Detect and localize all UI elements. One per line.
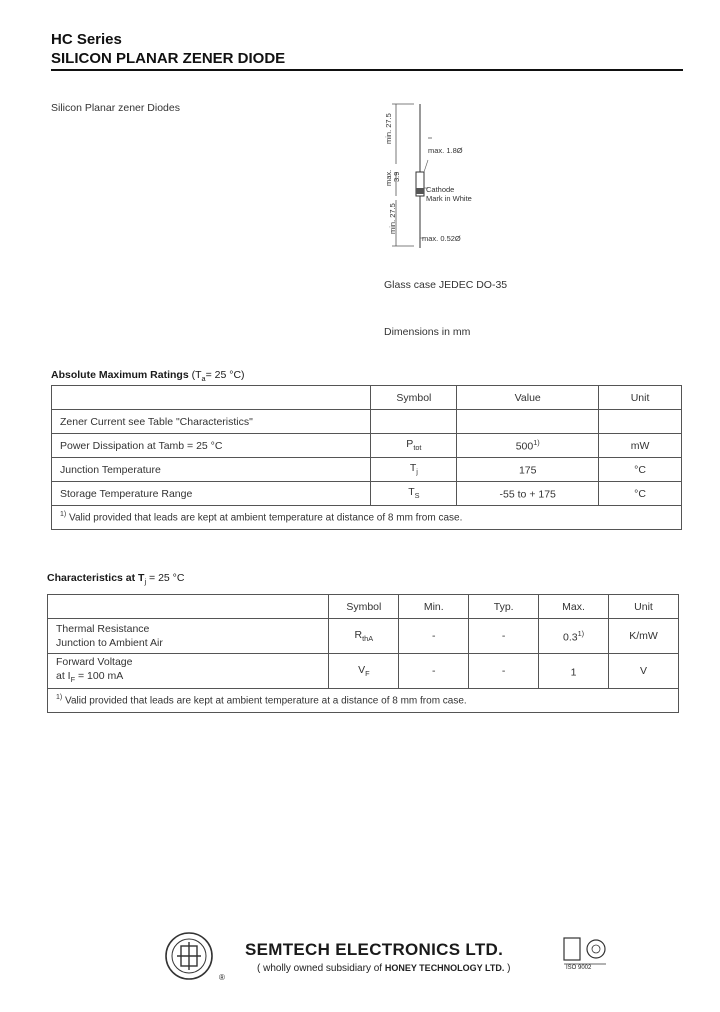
value-text: 175 — [518, 464, 537, 477]
param-cell: Junction Temperature — [52, 458, 371, 482]
symbol-cell — [371, 434, 457, 458]
max-cell — [539, 654, 609, 689]
param-line1: Thermal Resistance — [56, 623, 150, 635]
diode-dimension-drawing — [384, 100, 494, 250]
table-row — [52, 434, 682, 458]
iso-certification-badge — [562, 934, 608, 976]
abs-max-condition — [191, 369, 245, 384]
min-lead-bottom-label: min. 27.5 — [388, 203, 397, 234]
characteristics-title-text: Characteristics at T — [47, 572, 145, 584]
footnote-mark: 1) — [56, 694, 63, 702]
series-title: HC Series — [51, 31, 122, 48]
value-cell — [457, 458, 599, 482]
characteristics-header-row — [48, 595, 679, 619]
param-line1: Forward Voltage — [56, 655, 133, 668]
subsidiary-prefix: ( wholly owned subsidiary of — [257, 963, 383, 974]
footnote-text: Valid provided that leads are kept at ambient temperature at distance of 8 mm from case. — [69, 512, 463, 524]
symbol-text: T — [408, 486, 415, 499]
characteristics-table — [47, 594, 679, 713]
footnote-text: Valid provided that leads are kept at ambient temperature at a distance of 8 mm from case. — [65, 695, 467, 707]
abs-max-table — [51, 385, 682, 530]
cathode-label: Cathode — [426, 185, 455, 194]
table-row — [48, 619, 679, 654]
characteristics-footnote — [48, 689, 679, 713]
symbol-sub: thA — [362, 634, 374, 644]
value-cell — [457, 410, 599, 434]
cathode-mark-label: Mark in White — [426, 194, 472, 203]
unit-cell: K/mW — [609, 619, 679, 654]
unit-cell: V — [609, 654, 679, 689]
param-cell: Power Dissipation at Tamb = 25 °C — [52, 434, 371, 458]
max-sup: 1) — [577, 628, 585, 638]
body-length-max-label: max. — [384, 169, 393, 186]
abs-max-header-value: Value — [457, 386, 599, 410]
symbol-text: T — [409, 462, 417, 475]
unit-cell — [599, 410, 682, 434]
symbol-sub: F — [365, 669, 370, 679]
unit-cell: °C — [599, 482, 682, 506]
char-header-typ: Typ. — [469, 595, 539, 619]
char-header-symbol: Symbol — [329, 595, 399, 619]
characteristics-title-suffix: = 25 °C — [146, 572, 185, 584]
characteristics-title-sub: j — [144, 577, 147, 587]
symbol-cell — [329, 654, 399, 689]
table-row — [52, 458, 682, 482]
symbol-text: P — [406, 438, 414, 451]
param-cell — [48, 619, 329, 654]
abs-max-header-param — [52, 386, 371, 410]
symbol-sub: S — [414, 491, 420, 501]
min-cell: - — [399, 619, 469, 654]
param-line2-suffix: = 100 mA — [75, 669, 124, 682]
param-line2-prefix: at I — [56, 669, 71, 682]
abs-max-footnote — [52, 506, 682, 530]
symbol-text: V — [358, 663, 366, 676]
semtech-logo — [163, 930, 219, 982]
max-text: 0.3 — [562, 631, 578, 644]
symbol-sub: tot — [413, 443, 422, 453]
symbol-cell — [371, 482, 457, 506]
registered-mark: ® — [219, 973, 225, 982]
value-cell — [457, 482, 599, 506]
company-name: SEMTECH ELECTRONICS LTD. — [245, 940, 504, 959]
symbol-cell — [371, 458, 457, 482]
param-line2 — [56, 669, 320, 687]
char-header-param — [48, 595, 329, 619]
param-cell: Storage Temperature Range — [52, 482, 371, 506]
char-header-unit: Unit — [609, 595, 679, 619]
abs-max-header-unit: Unit — [599, 386, 682, 410]
char-header-max: Max. — [539, 595, 609, 619]
typ-cell: - — [469, 654, 539, 689]
value-text: 500 — [515, 440, 534, 453]
footnote-row — [52, 506, 682, 530]
footnote-row — [48, 689, 679, 713]
abs-max-cond-sub: a — [201, 374, 206, 384]
symbol-sub: j — [416, 467, 418, 477]
param-cell — [48, 654, 329, 689]
body-length-value: 3.9 — [392, 171, 401, 182]
typ-cell: - — [469, 619, 539, 654]
characteristics-title — [47, 572, 184, 586]
char-header-min: Min. — [399, 595, 469, 619]
dimensions-text: Dimensions in mm — [384, 326, 471, 338]
param-cell: Zener Current see Table "Characteristics" — [52, 410, 371, 434]
symbol-cell — [371, 410, 457, 434]
table-row — [48, 654, 679, 689]
value-sup: 1) — [533, 438, 540, 448]
unit-cell: mW — [599, 434, 682, 458]
table-row — [52, 482, 682, 506]
abs-max-cond-prefix: (T — [191, 369, 202, 381]
unit-cell: °C — [599, 458, 682, 482]
footnote-mark: 1) — [60, 511, 67, 519]
max-diameter-label: max. 1.8Ø — [428, 146, 463, 155]
abs-max-header-symbol: Symbol — [371, 386, 457, 410]
symbol-cell — [329, 619, 399, 654]
abs-max-title-text: Absolute Maximum Ratings — [51, 369, 189, 381]
lead-diameter-label: max. 0.52Ø — [422, 234, 461, 243]
semtech-logo-icon — [163, 930, 219, 982]
min-cell: - — [399, 654, 469, 689]
table-row — [52, 410, 682, 434]
value-text: -55 to + 175 — [499, 488, 556, 501]
min-lead-top-label: min. 27.5 — [384, 113, 393, 144]
abs-max-title — [51, 369, 245, 383]
glass-case-text: Glass case JEDEC DO-35 — [384, 279, 508, 291]
abs-max-header-row — [52, 386, 682, 410]
param-line2-sub: F — [70, 675, 76, 685]
iso-text: ISO 9002 — [566, 965, 592, 971]
header-rule — [51, 69, 683, 71]
page-title: SILICON PLANAR ZENER DIODE — [51, 50, 286, 67]
intro-text: Silicon Planar zener Diodes — [51, 102, 180, 114]
abs-max-cond-suffix: = 25 °C) — [205, 369, 245, 381]
max-text: 1 — [570, 666, 577, 679]
max-cell — [539, 619, 609, 654]
subsidiary-suffix: ) — [507, 963, 511, 974]
symbol-text: R — [354, 628, 363, 641]
parent-company: HONEY TECHNOLOGY LTD. — [384, 963, 505, 973]
param-line2: Junction to Ambient Air — [56, 637, 163, 649]
value-cell — [457, 434, 599, 458]
subsidiary-line — [257, 963, 510, 974]
